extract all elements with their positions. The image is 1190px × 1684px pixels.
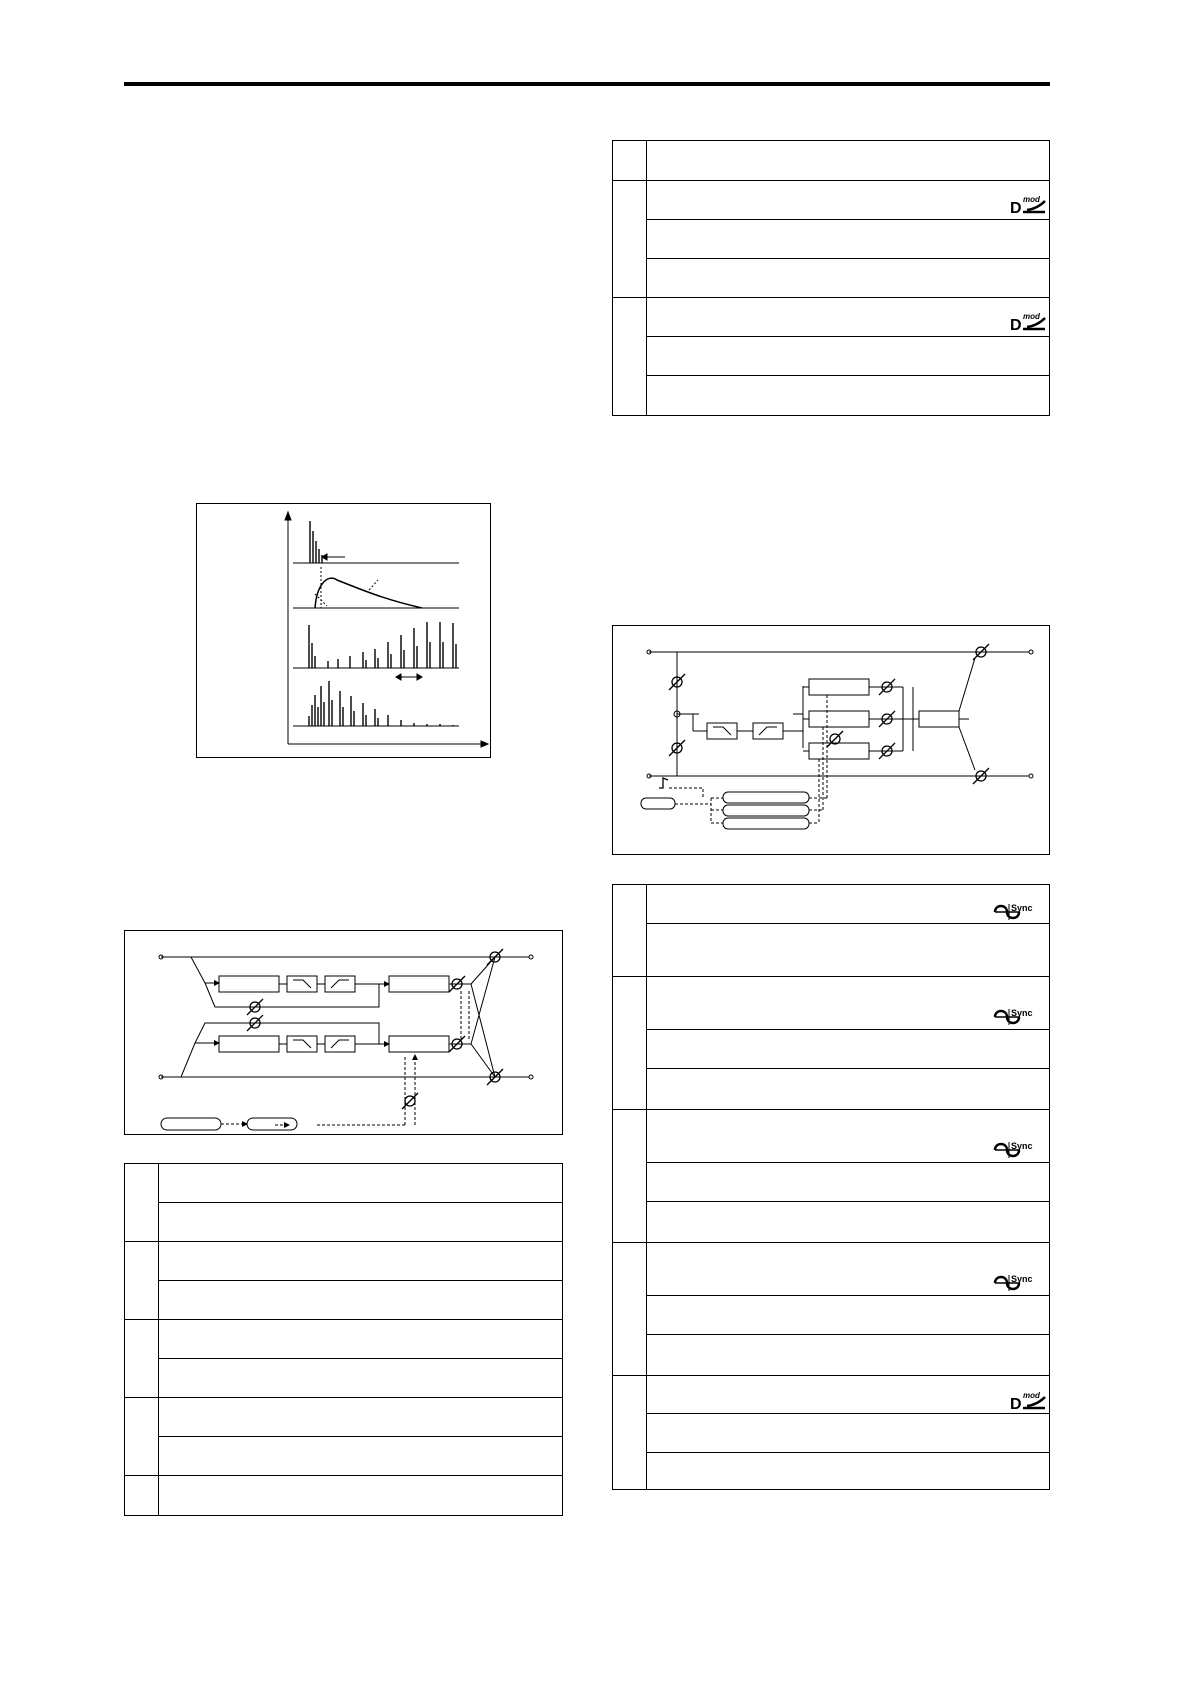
sync-label: Sync: [1011, 1141, 1033, 1151]
sync-label: Sync: [1011, 1274, 1033, 1284]
decay-graph: [197, 504, 492, 759]
dmod-label: mod: [1023, 1391, 1040, 1400]
sync-label: Sync: [1011, 903, 1033, 913]
dmod-icon: [1009, 195, 1049, 220]
dmod-label: mod: [1023, 312, 1040, 321]
dmod-letter: D: [1010, 200, 1022, 215]
sync-icon: [991, 1007, 1047, 1034]
dmod-icon: [1009, 1391, 1049, 1416]
three-band-flow-figure: [612, 625, 1050, 855]
stereo-flow-figure: [124, 930, 563, 1135]
param-table-right-top: [612, 140, 1050, 416]
sync-icon: [991, 902, 1047, 929]
param-table-left-bottom: [124, 1163, 563, 1516]
decay-graph-figure: [196, 503, 491, 758]
sync-icon: [991, 1140, 1047, 1167]
sync-icon: [991, 1273, 1047, 1300]
header-rule: [124, 82, 1050, 86]
param-table-right-bottom: [612, 884, 1050, 1490]
sync-label: Sync: [1011, 1008, 1033, 1018]
dmod-letter: D: [1010, 317, 1022, 332]
three-band-flow-diagram: [613, 626, 1051, 856]
stereo-flow-diagram: [125, 931, 564, 1136]
dmod-letter: D: [1010, 1396, 1022, 1411]
dmod-icon: [1009, 312, 1049, 337]
dmod-label: mod: [1023, 195, 1040, 204]
